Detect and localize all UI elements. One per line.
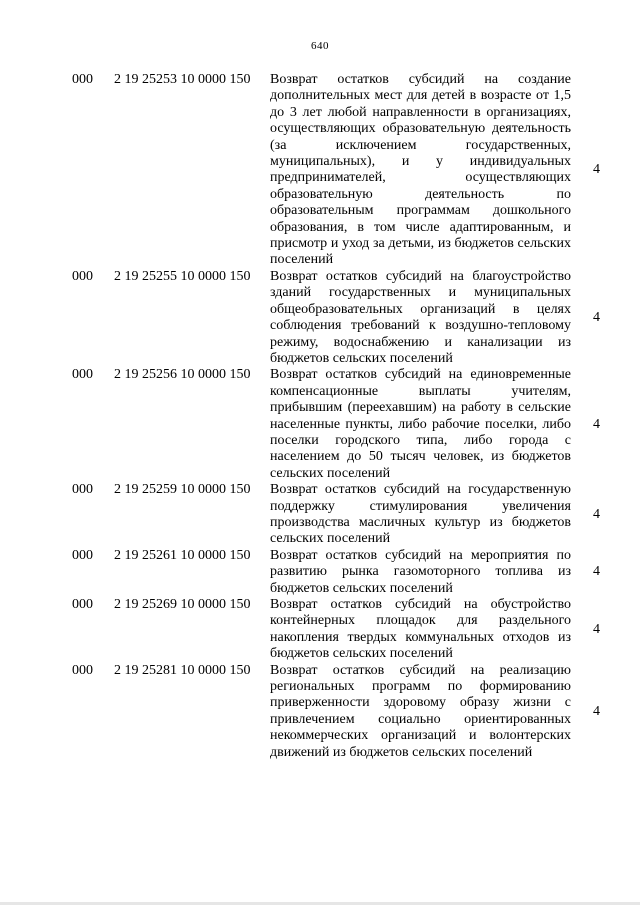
budget-code-cell: 2 19 25259 10 0000 150: [114, 482, 251, 498]
share-cell: 4: [593, 309, 600, 325]
admin-code-cell: 000: [72, 268, 93, 284]
share-cell: 4: [593, 162, 600, 178]
income-name-cell: Возврат остатков субсидий на создание дополнительных мест для детей в возрасте от 1,5 до 3 лет любой направленности в организациях, осуществляющих образовательную деятельность (за исключением государственных, муниципальных), и у индивидуальных предпринимателей, осуществляющих образовательную деятельность по образовательным программам дошкольного образования, в том числе адаптированным, и присмотр и уход за детьми, из бюджетов сельских поселений: [270, 72, 571, 268]
table-row: [72, 367, 612, 482]
table-row: [72, 663, 612, 761]
share-cell: 4: [593, 564, 600, 580]
budget-code-cell: 2 19 25255 10 0000 150: [114, 268, 251, 284]
income-name-cell: Возврат остатков субсидий на мероприятия по развитию рынка газомоторного топлива из бюджетов сельских поселений: [270, 547, 571, 596]
table-row: [72, 269, 612, 367]
income-name-cell: Возврат остатков субсидий на благоустройство зданий государственных и муниципальных общеобразовательных организаций в целях соблюдения требований к воздушно-тепловому режиму, водоснабжению и канализации из бюджетов сельских поселений: [270, 268, 571, 366]
income-name-cell: Возврат остатков субсидий на единовременные компенсационные выплаты учителям, прибывшим (переехавшим) на работу в сельские населенные пункты, либо рабочие поселки, либо поселки городского типа, либо города с населением до 50 тысяч человек, из бюджетов сельских поселений: [270, 367, 571, 481]
budget-code-cell: 2 19 25253 10 0000 150: [114, 72, 251, 87]
income-name-cell: Возврат остатков субсидий на обустройство контейнерных площадок для раздельного накопления твердых коммунальных отходов из бюджетов сельских поселений: [270, 597, 571, 662]
admin-code-cell: 000: [72, 597, 93, 612]
income-name-cell: Возврат остатков субсидий на государственную поддержку стимулирования увеличения производства масличных культур из бюджетов сельских поселений: [270, 482, 571, 547]
table-row: [72, 72, 612, 269]
share-cell: 4: [593, 506, 600, 522]
admin-code-cell: 000: [72, 482, 93, 498]
admin-code-cell: 000: [72, 72, 93, 87]
table-row: [72, 597, 612, 663]
budget-code-table: [72, 72, 612, 761]
table-row: [72, 548, 612, 597]
table-row: [72, 482, 612, 548]
share-cell: 4: [593, 703, 600, 719]
budget-code-cell: 2 19 25256 10 0000 150: [114, 367, 251, 383]
admin-code-cell: 000: [72, 367, 93, 383]
share-cell: 4: [593, 621, 600, 637]
budget-code-cell: 2 19 25269 10 0000 150: [114, 597, 251, 612]
admin-code-cell: 000: [72, 662, 93, 678]
income-name-cell: Возврат остатков субсидий на реализацию региональных программ по формированию приверженности здоровому образу жизни с привлечением социально ориентированных некоммерческих организаций и волонтерских движений из бюджетов сельских поселений: [270, 662, 571, 760]
share-cell: 4: [593, 416, 600, 432]
page-number: 640: [311, 40, 329, 52]
budget-code-cell: 2 19 25261 10 0000 150: [114, 547, 251, 563]
admin-code-cell: 000: [72, 547, 93, 563]
budget-code-cell: 2 19 25281 10 0000 150: [114, 662, 251, 678]
